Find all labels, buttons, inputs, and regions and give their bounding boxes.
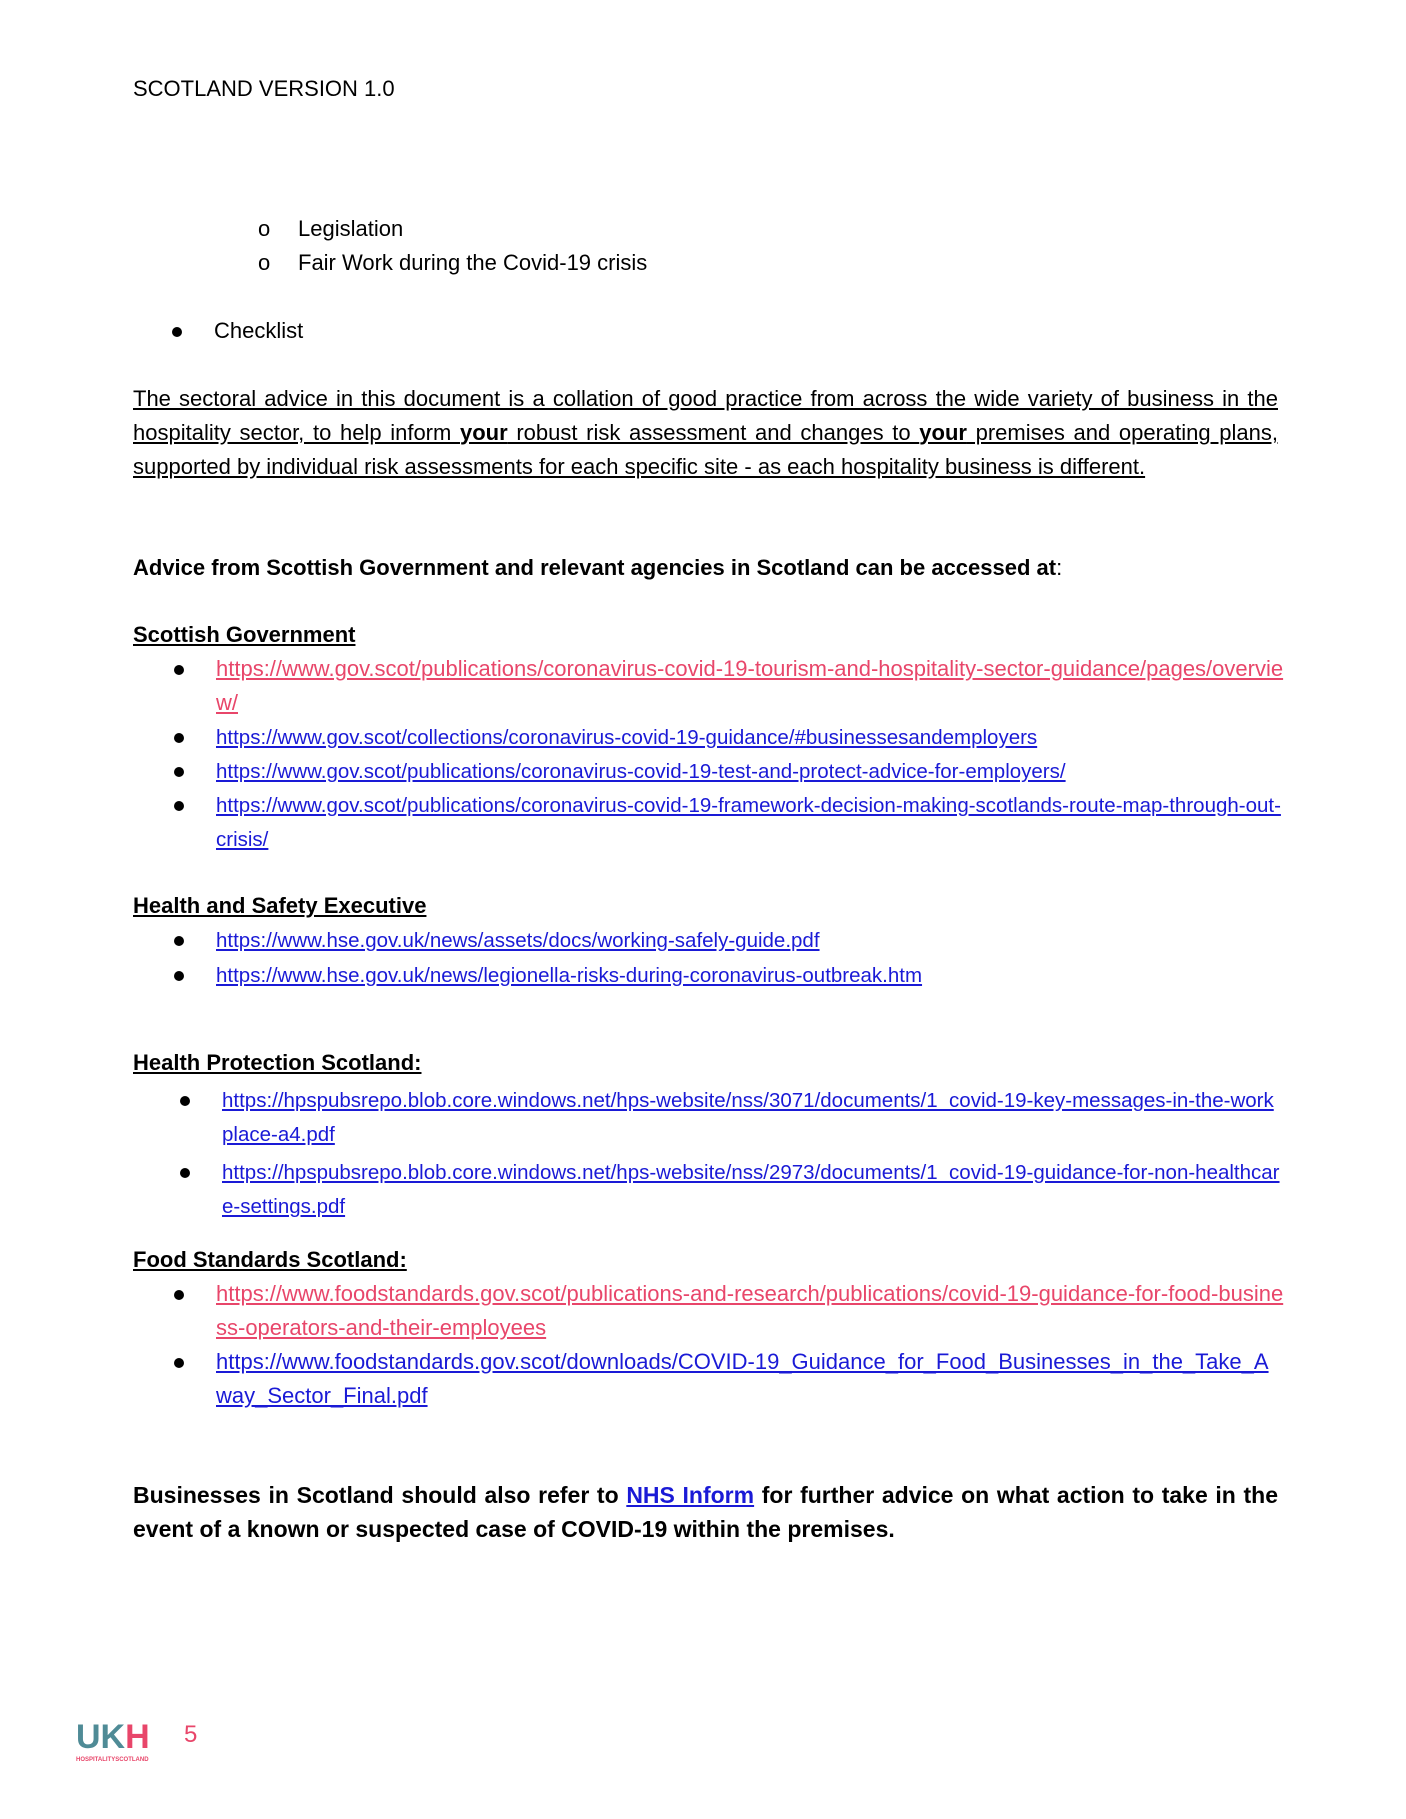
closing-text: for further advice on what action to take in the event of a known or suspected case of COVID-19 within the premises.	[133, 1482, 1278, 1542]
bullet-icon	[174, 665, 184, 675]
link-fss-take-away[interactable]: https://www.foodstandards.gov.scot/downloads/COVID-19_Guidance_for_Food_Businesses_in_the_Take_Away_Sector_Final.pdf	[216, 1349, 1269, 1408]
link-sg-covid-guidance[interactable]: https://www.gov.scot/collections/coronavirus-covid-19-guidance/#businessesandemployers	[216, 726, 1038, 749]
link-sg-tourism-guidance[interactable]: https://www.gov.scot/publications/coronavirus-covid-19-tourism-and-hospitality-sector-guidance/pages/overview/	[216, 656, 1284, 715]
nhs-inform-link[interactable]: NHS Inform	[626, 1482, 755, 1508]
list-item	[174, 788, 1284, 856]
checklist-text: Checklist	[214, 318, 304, 343]
link-list-scottish-government	[174, 652, 1284, 856]
list-item	[180, 1083, 1284, 1151]
list-item	[174, 652, 1284, 720]
intro-paragraph	[133, 382, 1278, 484]
intro-emphasis: your	[919, 420, 967, 445]
link-list-fss	[174, 1277, 1284, 1413]
link-hps-key-messages[interactable]: https://hpspubsrepo.blob.core.windows.net/hps-website/nss/3071/documents/1_covid-19-key-messages-in-the-workplace-a4.pdf	[222, 1089, 1274, 1146]
closing-paragraph	[133, 1478, 1278, 1546]
bullet-icon	[174, 767, 184, 777]
bullet-icon	[174, 1290, 184, 1300]
list-item	[174, 720, 1284, 754]
list-item	[174, 1345, 1284, 1413]
list-item	[174, 1277, 1284, 1345]
advice-text: Advice from Scottish Government and relevant agencies in Scotland can be accessed at	[133, 555, 1057, 580]
hollow-bullet-icon: o	[258, 250, 271, 275]
intro-text: The sectoral advice in this document is a collation of good practice from across the wide variety of business in the hospitality sector, to help inform	[133, 386, 1278, 445]
logo-graphic	[76, 1716, 156, 1764]
bullet-icon	[180, 1096, 190, 1106]
section-title-fss: Food Standards Scotland:	[133, 1247, 407, 1272]
link-hps-non-healthcare[interactable]: https://hpspubsrepo.blob.core.windows.net/hps-website/nss/2973/documents/1_covid-19-guidance-for-non-healthcare-settings.pdf	[222, 1161, 1280, 1218]
list-item-text: Legislation	[298, 216, 404, 241]
page-number: 5	[184, 1721, 198, 1748]
logo-text: UKH	[76, 1718, 150, 1756]
bullet-icon	[174, 1358, 184, 1368]
advice-heading	[133, 551, 1278, 585]
link-hse-legionella[interactable]: https://www.hse.gov.uk/news/legionella-risks-during-coronavirus-outbreak.htm	[216, 964, 923, 987]
link-hse-working-safely[interactable]: https://www.hse.gov.uk/news/assets/docs/working-safely-guide.pdf	[216, 929, 820, 952]
logo-subtext: HOSPITALITYSCOTLAND	[76, 1757, 149, 1763]
bullet-icon	[174, 971, 184, 981]
advice-colon: :	[1056, 555, 1063, 580]
bullet-icon	[174, 733, 184, 743]
ukh-hospitality-scotland-logo	[76, 1716, 156, 1764]
closing-text: Businesses in Scotland should also refer to	[133, 1482, 627, 1508]
intro-emphasis: your	[460, 420, 508, 445]
list-item	[174, 958, 1284, 993]
list-item	[180, 1155, 1284, 1223]
link-fss-covid-guidance[interactable]: https://www.foodstandards.gov.scot/publications-and-research/publications/covid-19-guidance-for-food-business-operators-and-their-employees	[216, 1281, 1284, 1340]
list-item-text: Fair Work during the Covid-19 crisis	[298, 250, 648, 275]
section-title-scottish-government: Scottish Government	[133, 622, 356, 647]
bullet-icon	[174, 801, 184, 811]
link-list-hse	[174, 923, 1284, 993]
link-list-hps	[180, 1083, 1284, 1223]
bullet-icon	[172, 327, 182, 337]
link-sg-test-and-protect[interactable]: https://www.gov.scot/publications/coronavirus-covid-19-test-and-protect-advice-for-employers/	[216, 760, 1066, 783]
section-title-hse: Health and Safety Executive	[133, 893, 427, 918]
section-title-hps: Health Protection Scotland:	[133, 1050, 422, 1075]
intro-text: premises and operating plans, supported by individual risk assessments for each specific site - as each hospitality business is different.	[133, 420, 1278, 479]
list-item	[174, 923, 1284, 958]
link-sg-route-map[interactable]: https://www.gov.scot/publications/coronavirus-covid-19-framework-decision-making-scotlands-route-map-through-out-crisis/	[216, 794, 1281, 851]
list-item	[174, 754, 1284, 788]
intro-text: robust risk assessment and changes to	[507, 420, 920, 445]
bullet-icon	[180, 1168, 190, 1178]
document-header: SCOTLAND VERSION 1.0	[133, 76, 395, 101]
hollow-bullet-icon: o	[258, 216, 271, 241]
bullet-icon	[174, 936, 184, 946]
